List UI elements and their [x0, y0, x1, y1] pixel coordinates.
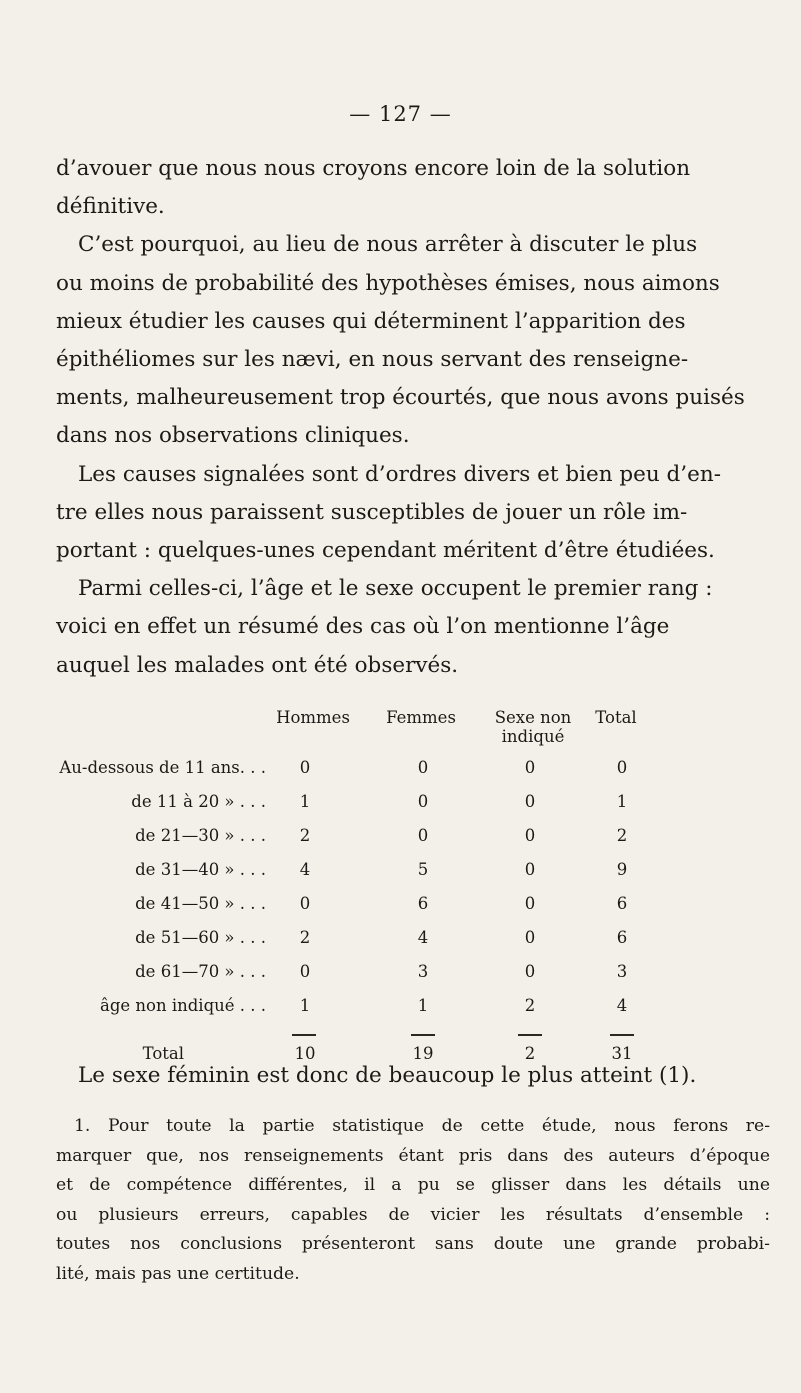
footnote — [56, 1112, 770, 1290]
table-header — [56, 708, 770, 758]
cell-hommes: 0 — [299, 962, 311, 981]
conclusion-sentence: Le sexe féminin est donc de beaucoup le plus atteint (1). — [78, 1063, 697, 1088]
row-label: de 41—50 » . . . — [135, 894, 266, 913]
page-number: — 127 — — [349, 102, 452, 126]
row-label: Au-dessous de 11 ans. . . — [59, 758, 266, 777]
table-row — [56, 792, 770, 826]
footnote-line: marquer que, nos renseignements étant pris dans des auteurs d’époque — [56, 1145, 770, 1166]
text-line: d’avouer que nous nous croyons encore loin de la solution — [56, 156, 691, 181]
total-rules — [56, 1030, 770, 1044]
cell-femmes: 1 — [417, 996, 429, 1015]
cell-femmes: 0 — [417, 792, 429, 811]
column-header-femmes: Femmes — [386, 708, 456, 727]
body-text — [56, 150, 770, 685]
cell-sexe: 0 — [524, 758, 536, 777]
text-line: Parmi celles-ci, l’âge et le sexe occupent le premier rang : — [78, 576, 713, 602]
footnote-line: toutes nos conclusions présenteront sans doute une grande probabi- — [56, 1234, 770, 1255]
table-row — [56, 758, 770, 792]
footnote-line: 1. Pour toute la partie statistique de cette étude, nous ferons re- — [74, 1116, 770, 1136]
text-line: dans nos observations cliniques. — [56, 423, 410, 449]
cell-femmes: 3 — [417, 962, 429, 981]
cell-femmes: 0 — [417, 826, 429, 845]
cell-sexe: 2 — [524, 996, 536, 1015]
total-hommes: 10 — [294, 1044, 316, 1063]
row-label: de 51—60 » . . . — [135, 928, 266, 947]
text-line: ments, malheureusement trop écourtés, que nous avons puisés — [56, 385, 745, 411]
total-femmes: 19 — [412, 1044, 434, 1063]
text-line: C’est pourquoi, au lieu de nous arrêter à discuter le plus — [78, 232, 698, 258]
row-label: âge non indiqué . . . — [99, 996, 266, 1015]
total-sexe: 2 — [524, 1044, 536, 1063]
cell-femmes: 6 — [417, 894, 429, 913]
cell-hommes: 1 — [299, 996, 311, 1015]
text-line: définitive. — [56, 194, 165, 220]
footnote-line: ou plusieurs erreurs, capables de vicier les résultats d’ensemble : — [56, 1204, 770, 1225]
cell-sexe: 0 — [524, 826, 536, 845]
table-row — [56, 962, 770, 996]
cell-femmes: 4 — [417, 928, 429, 947]
cell-total: 9 — [616, 860, 628, 879]
row-label: de 21—30 » . . . — [135, 826, 266, 845]
table-body — [56, 758, 770, 1030]
text-line: mieux étudier les causes qui déterminent l’apparition des — [56, 308, 686, 334]
cell-hommes: 2 — [299, 826, 311, 845]
rule-sexe — [518, 1034, 542, 1036]
row-label: de 61—70 » . . . — [135, 962, 266, 981]
table-row — [56, 860, 770, 894]
cell-femmes: 5 — [417, 860, 429, 879]
table-row — [56, 894, 770, 928]
rule-femmes — [411, 1034, 435, 1036]
row-label: de 11 à 20 » . . . — [131, 792, 266, 811]
cell-sexe: 0 — [524, 928, 536, 947]
paragraph-2 — [56, 226, 770, 455]
cell-femmes: 0 — [417, 758, 429, 777]
cell-total: 3 — [616, 962, 628, 981]
rule-hommes — [292, 1034, 316, 1036]
text-line: voici en effet un résumé des cas où l’on mentionne l’âge — [56, 614, 670, 640]
cell-hommes: 0 — [299, 894, 311, 913]
cell-total: 2 — [616, 826, 628, 845]
column-header-total: Total — [595, 708, 637, 727]
table-row — [56, 996, 770, 1030]
row-label: de 31—40 » . . . — [135, 860, 266, 879]
rule-total — [610, 1034, 634, 1036]
paragraph-1 — [56, 150, 770, 226]
column-header-sexe-line2: indiqué — [501, 727, 565, 746]
cell-sexe: 0 — [524, 894, 536, 913]
text-line: auquel les malades ont été observés. — [56, 652, 459, 678]
text-line: portant : quelques-unes cependant méritent d’être étudiées. — [56, 538, 715, 564]
footnote-line: lité, mais pas une certitude. — [56, 1263, 300, 1284]
statistics-table — [56, 708, 770, 1080]
cell-total: 0 — [616, 758, 628, 777]
table-row — [56, 826, 770, 860]
cell-sexe: 0 — [524, 860, 536, 879]
text-line: ou moins de probabilité des hypothèses émises, nous aimons — [56, 270, 720, 296]
cell-total: 4 — [616, 996, 628, 1015]
table-row — [56, 928, 770, 962]
cell-hommes: 2 — [299, 928, 311, 947]
column-header-sexe-line1: Sexe non — [494, 708, 572, 727]
cell-sexe: 0 — [524, 792, 536, 811]
cell-hommes: 4 — [299, 860, 311, 879]
total-label: Total — [142, 1044, 184, 1063]
cell-sexe: 0 — [524, 962, 536, 981]
text-line: tre elles nous paraissent susceptibles de jouer un rôle im- — [56, 499, 688, 525]
text-line: Les causes signalées sont d’ordres divers et bien peu d’en- — [78, 461, 721, 487]
footnote-line: et de compétence différentes, il a pu se glisser dans les détails une — [56, 1175, 770, 1196]
column-header-hommes: Hommes — [276, 708, 350, 727]
paragraph-3 — [56, 456, 770, 571]
cell-hommes: 1 — [299, 792, 311, 811]
cell-total: 1 — [616, 792, 628, 811]
cell-total: 6 — [616, 894, 628, 913]
cell-hommes: 0 — [299, 758, 311, 777]
total-total: 31 — [611, 1044, 633, 1063]
text-line: épithéliomes sur les nævi, en nous servant des renseigne- — [56, 347, 689, 373]
cell-total: 6 — [616, 928, 628, 947]
paragraph-4 — [56, 570, 770, 685]
